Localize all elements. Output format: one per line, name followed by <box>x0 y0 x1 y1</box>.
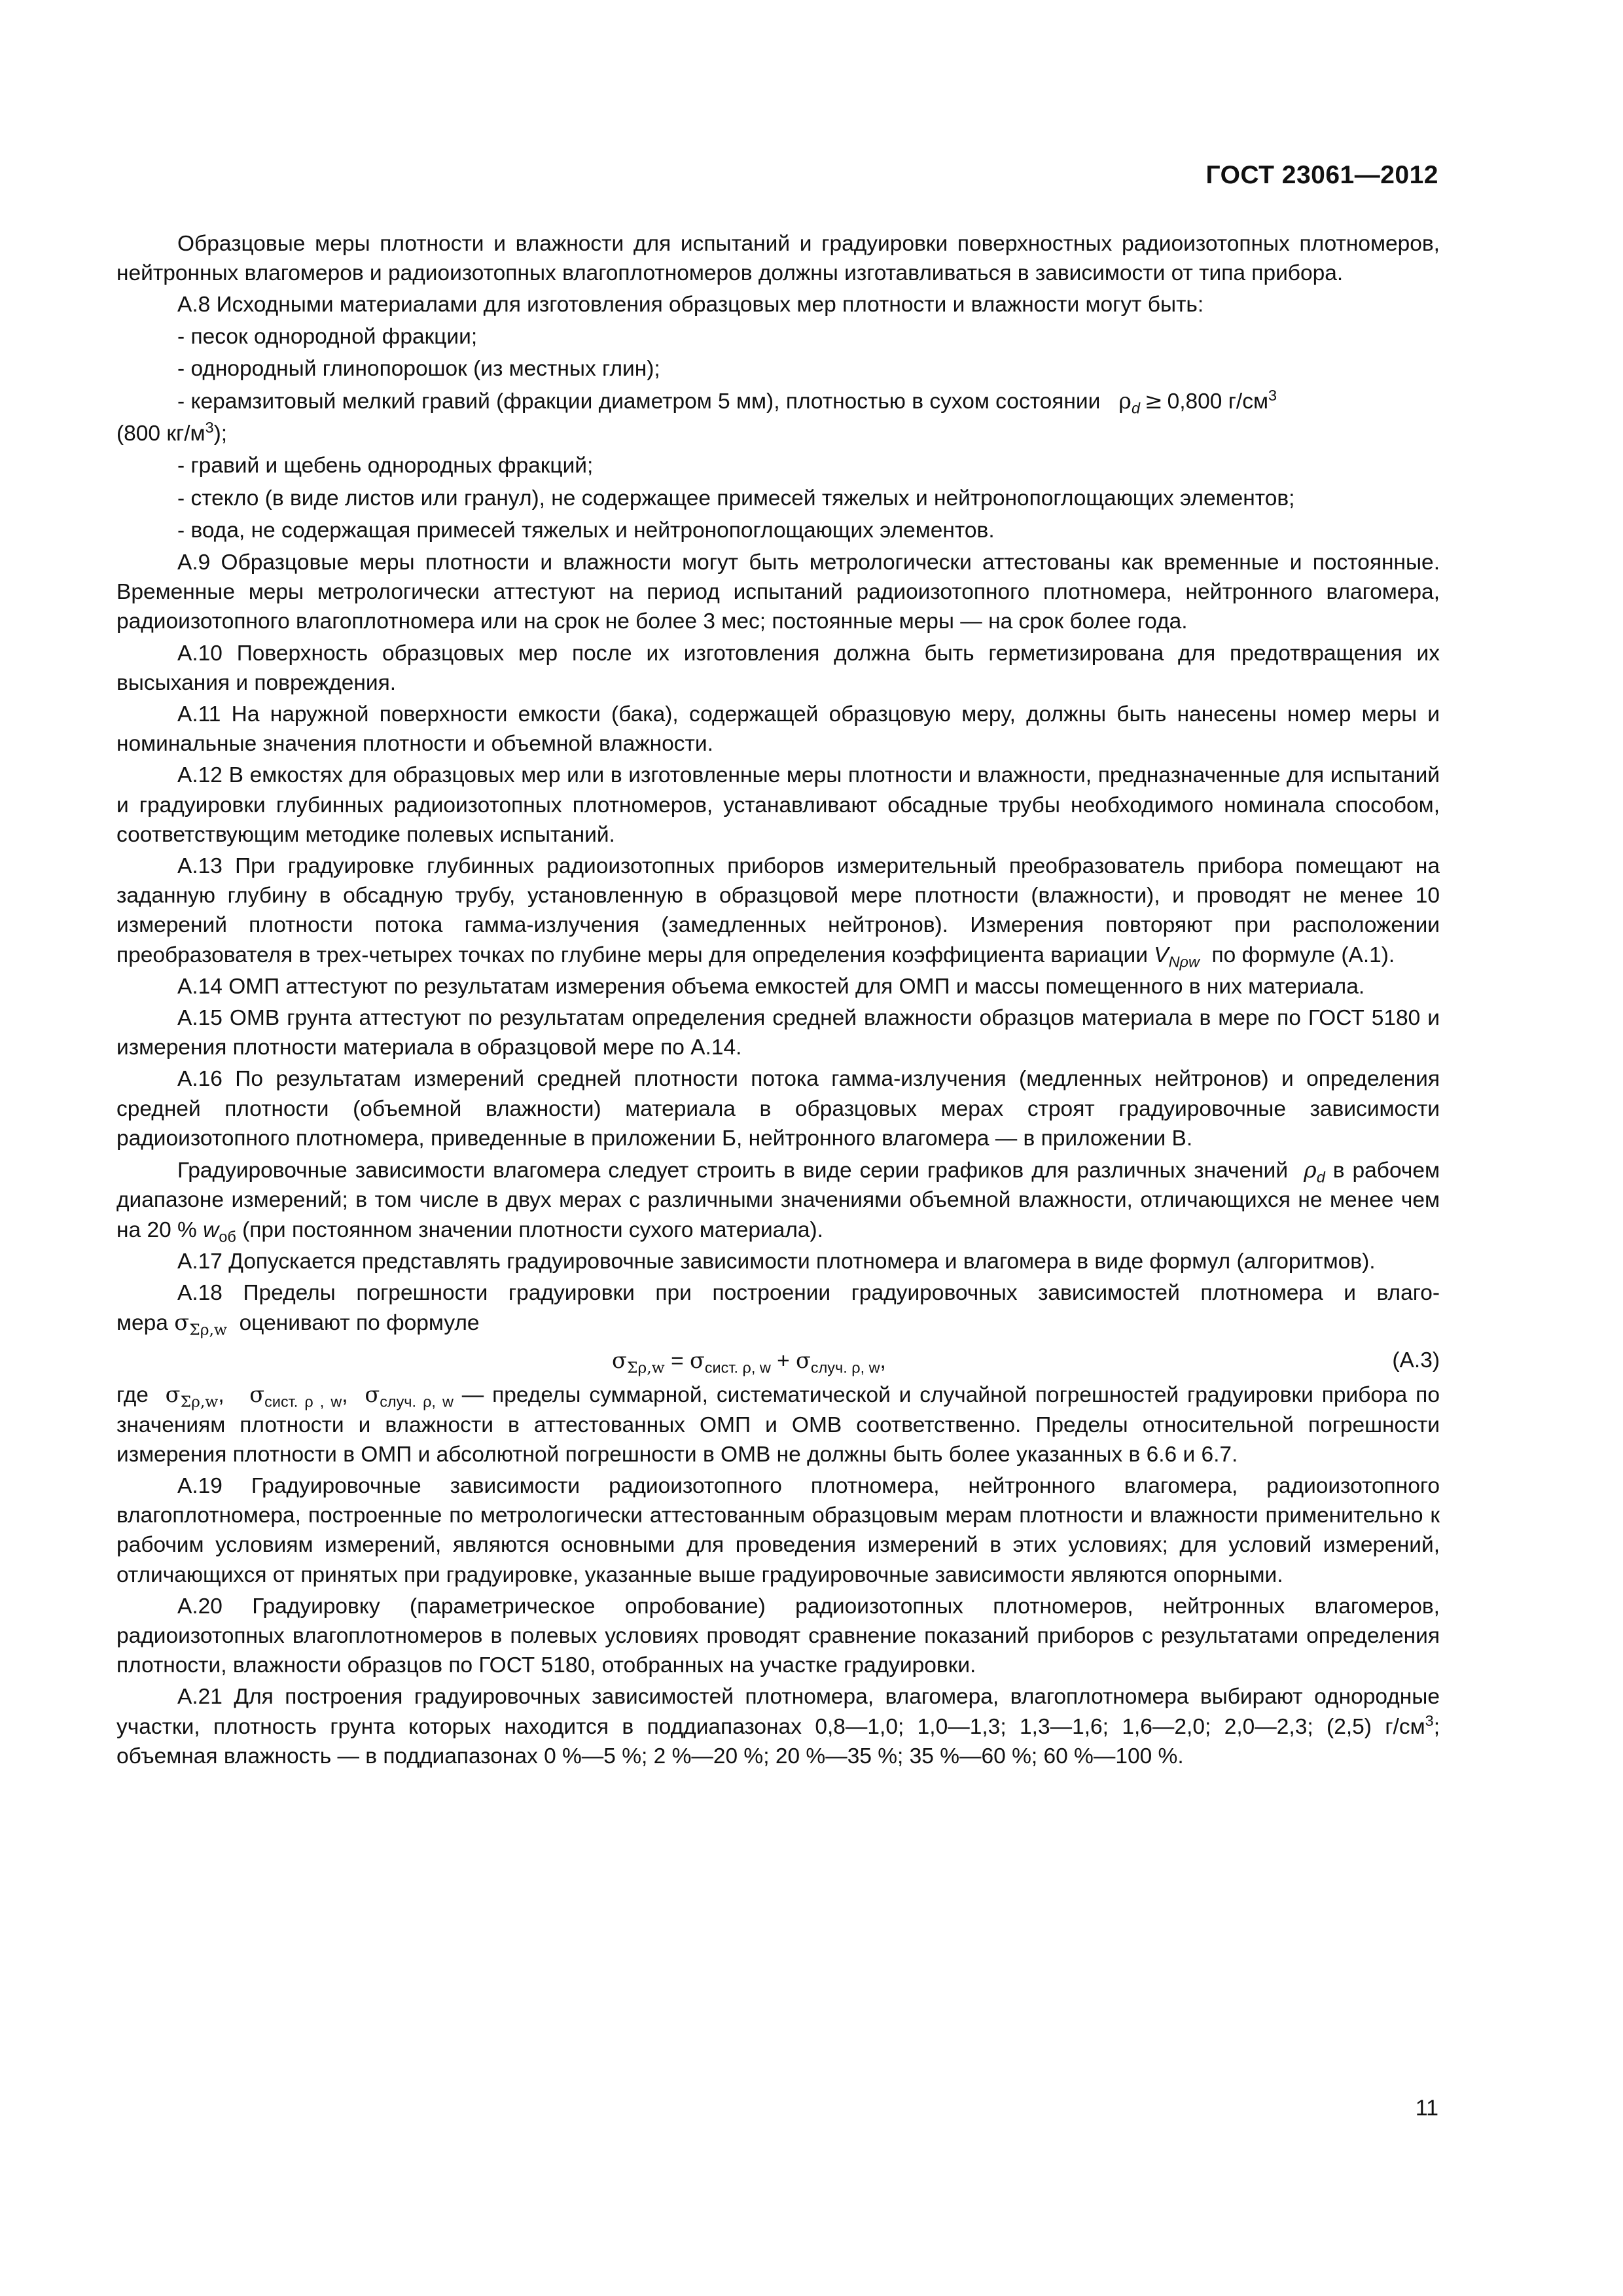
list-item-keramzit <box>116 386 1440 416</box>
rho-symbol: ρ <box>1118 388 1132 414</box>
paragraph-a8: А.8 Исходными материалами для изготовления образцовых мер плотности и влажности могут быть: <box>177 293 1204 317</box>
formula-sluch-subscript: случ. ρ, w <box>810 1359 880 1376</box>
paragraph-a14: А.14 ОМП аттестуют по результатам измерения объема емкостей для ОМП и массы помещенного в них материала. <box>177 974 1365 999</box>
list-item-sand: - песок однородной фракции; <box>177 324 478 349</box>
paragraph-a13-text: А.13 При градуировке глубинных радиоизотопных приборов измерительный преобразователь прибора помещают на заданную глубину в обсадную трубу, установленную в образцовой мере плотности (влажности), и проводят не менее 10 измерений плотности потока гамма-излучения (замедленных нейтронов). Измерения повторяют при расположении преобразователя в трех-четырех точках по глубине меры для определения коэффициента вариации <box>116 854 1440 967</box>
cube-superscript-3: 3 <box>1425 1712 1434 1729</box>
list-item-keramzit-cont <box>116 419 1440 448</box>
paragraph-a18-text: А.18 Пределы погрешности градуировки при построении градуировочных зависимостей плотномера и влагомера <box>116 1280 1440 1336</box>
list-item-water: - вода, не содержащая примесей тяжелых и нейтронопоглощающих элементов. <box>177 518 995 543</box>
d-subscript: d <box>1132 399 1141 417</box>
formula-equals: = <box>671 1349 684 1374</box>
density-value: 0,800 г/см <box>1167 389 1269 414</box>
formula-sist-subscript: сист. ρ, w <box>704 1359 771 1376</box>
where-sum-subscript: Σρ,w <box>180 1393 219 1411</box>
formula-expression <box>612 1346 886 1376</box>
body-text <box>116 229 1440 1773</box>
density-kg-value: (800 кг/м <box>116 422 205 446</box>
paragraph-a16-graphs-mid: в рабочем диапазоне измерений; в том числе в двух мерах с различными значениями объемной влажности, отличающихся не менее чем на 20 % <box>116 1158 1440 1242</box>
paragraph-a16: А.16 По результатам измерений средней плотности потока гамма-излучения (медленных нейтронов) и определения средней плотности (объемной влажности) материала в образцовых мерах строят градуировочные зависимости радиоизотопного плотномера, приведенные в приложении Б, нейтронного влагомера — в приложении В. <box>116 1067 1440 1151</box>
list-item-glass: - стекло (в виде листов или гранул), не содержащее примесей тяжелых и нейтронопоглощающих элементов; <box>177 486 1295 511</box>
paragraph-intro: Образцовые меры плотности и влажности для испытаний и градуировки поверхностных радиоизотопных плотномеров, нейтронных влагомеров и радиоизотопных влагоплотномеров должны изготавливаться в зависимости от типа прибора. <box>116 232 1440 286</box>
page-number: 11 <box>1415 2096 1438 2121</box>
formula-sigma-sist: σ <box>689 1348 705 1374</box>
formula-number: (А.3) <box>1392 1348 1440 1373</box>
paragraph-a18-end: оценивают по формуле <box>239 1311 480 1336</box>
n-rho-w-subscript: Nρw <box>1168 953 1200 971</box>
standard-header: ГОСТ 23061—2012 <box>1205 161 1438 189</box>
paragraph-a15: А.15 ОМВ грунта аттестуют по результатам определения средней влажности образцов материала в мере по ГОСТ 5180 и измерения плотности материала в образцовой мере по А.14. <box>116 1006 1440 1060</box>
list-item-keramzit-text: - керамзитовый мелкий гравий (фракции диаметром 5 мм), плотностью в сухом состоянии <box>177 389 1101 414</box>
where-sigma-total: σ <box>165 1382 181 1408</box>
paragraph-where-text: — пределы суммарной, систематической и случайной погрешностей градуировки прибора по значениям плотности и влажности в аттестованных ОМП и ОМВ соответственно. Пределы относительной погрешности измерения плотности в ОМП и абсолютной погрешности в ОМВ не должны быть более указанных в 6.6 и 6.7. <box>116 1383 1440 1467</box>
paragraph-a16-graphs-text: Градуировочные зависимости влагомера следует строить в виде серии графиков для различных значений <box>177 1158 1289 1183</box>
sigma-symbol: σ <box>174 1310 190 1336</box>
paragraph-a21-text: А.21 Для построения градуировочных зависимостей плотномера, влагомера, влагоплотномера выбирают однородные участки, плотность грунта которых находится в поддиапазонах 0,8—1,0; 1,0—1,3; 1,3—1,6; 1,6—2,0; 2,0—2,3; (2,5) г/см <box>116 1685 1440 1739</box>
list-item-keramzit-end: ); <box>213 422 228 446</box>
paragraph-a10: А.10 Поверхность образцовых мер после их изготовления должна быть герметизирована для предотвращения их высыхания и повреждения. <box>116 641 1440 695</box>
list-item-clay: - однородный глинопорошок (из местных глин); <box>177 356 660 381</box>
where-sigma-sist: σ <box>249 1382 265 1408</box>
paragraph-a19: А.19 Градуировочные зависимости радиоизотопного плотномера, нейтронного влагомера, радиоизотопного влагоплотномера, построенные по метрологически аттестованным образцовым мерам плотности и влажности применительно к рабочим условиям измерений, являются основными для проведения измерений в этих условиях; для условий измерений, отличающихся от принятых при градуировке, указанные выше градуировочные зависимости являются опорными. <box>116 1473 1440 1587</box>
paragraph-a9: А.9 Образцовые меры плотности и влажности могут быть метрологически аттестованы как временные и постоянные. Временные меры метрологически аттестуют на период испытаний радиоизотопного плотномера, нейтронного влагомера, радиоизотопного влагоплотномера или на срок не более 3 мес; постоянные меры — на срок более года. <box>116 550 1440 634</box>
formula-a3 <box>116 1343 1440 1377</box>
formula-sum-subscript: Σρ,w <box>626 1359 665 1377</box>
ge-symbol: ≥ <box>1144 388 1163 414</box>
paragraph-a20: А.20 Градуировку (параметрическое опробование) радиоизотопных плотномеров, нейтронных влагомеров, радиоизотопных влагоплотномеров в полевых условиях проводят сравнение показаний приборов с результатами определения плотности, влажности образцов по ГОСТ 5180, отобранных на участке градуировки. <box>116 1594 1440 1678</box>
rho-d-symbol: ρ <box>1304 1157 1317 1183</box>
where-word: где <box>116 1383 149 1408</box>
paragraph-a12: А.12 В емкостях для образцовых мер или в изготовленные меры плотности и влажности, предназначенные для испытаний и градуировки глубинных радиоизотопных плотномеров, устанавливают обсадные трубы необходимого номинала способом, соответствующим методике полевых испытаний. <box>116 763 1440 847</box>
where-comma-2: , <box>342 1383 348 1408</box>
where-sluch-subscript: случ. ρ, w <box>380 1393 454 1410</box>
paragraph-a16-graphs-end: (при постоянном значении плотности сухого материала). <box>242 1217 823 1242</box>
ob-subscript: об <box>219 1228 236 1246</box>
where-sigma-sluch: σ <box>365 1382 380 1408</box>
paragraph-a18 <box>116 1278 1440 1338</box>
paragraph-a13-end: по формуле (А.1). <box>1211 942 1395 967</box>
cube-superscript: 3 <box>1268 386 1277 404</box>
paragraph-where <box>116 1380 1440 1469</box>
paragraph-a21-end: ; объемная влажность — в поддиапазонах 0 %—5 %; 2 %—20 %; 20 %—35 %; 35 %—60 %; 60 %—100 %. <box>116 1714 1440 1768</box>
paragraph-a21 <box>116 1682 1440 1771</box>
w-symbol: w <box>203 1217 219 1242</box>
d-subscript-2: d <box>1316 1168 1325 1186</box>
paragraph-a17: А.17 Допускается представлять градуировочные зависимости плотномера и влагомера в виде формул (алгоритмов). <box>177 1249 1376 1274</box>
paragraph-a13 <box>116 852 1440 970</box>
cube-superscript-2: 3 <box>205 419 214 437</box>
sum-subscript: Σρ,w <box>189 1320 227 1339</box>
formula-sigma-total: σ <box>612 1348 627 1374</box>
list-item-gravel: - гравий и щебень однородных фракций; <box>177 454 594 478</box>
paragraph-a16-graphs <box>116 1155 1440 1245</box>
formula-plus: + <box>777 1349 790 1374</box>
where-comma-1: , <box>218 1383 224 1408</box>
formula-comma: , <box>880 1349 886 1374</box>
formula-sigma-sluch: σ <box>796 1348 811 1374</box>
v-symbol: V <box>1154 942 1169 967</box>
paragraph-a11: А.11 На наружной поверхности емкости (бака), содержащей образцовую меру, должны быть нанесены номер меры и номинальные значения плотности и объемной влажности. <box>116 702 1440 757</box>
where-sist-subscript: сист. ρ , w <box>264 1393 342 1410</box>
